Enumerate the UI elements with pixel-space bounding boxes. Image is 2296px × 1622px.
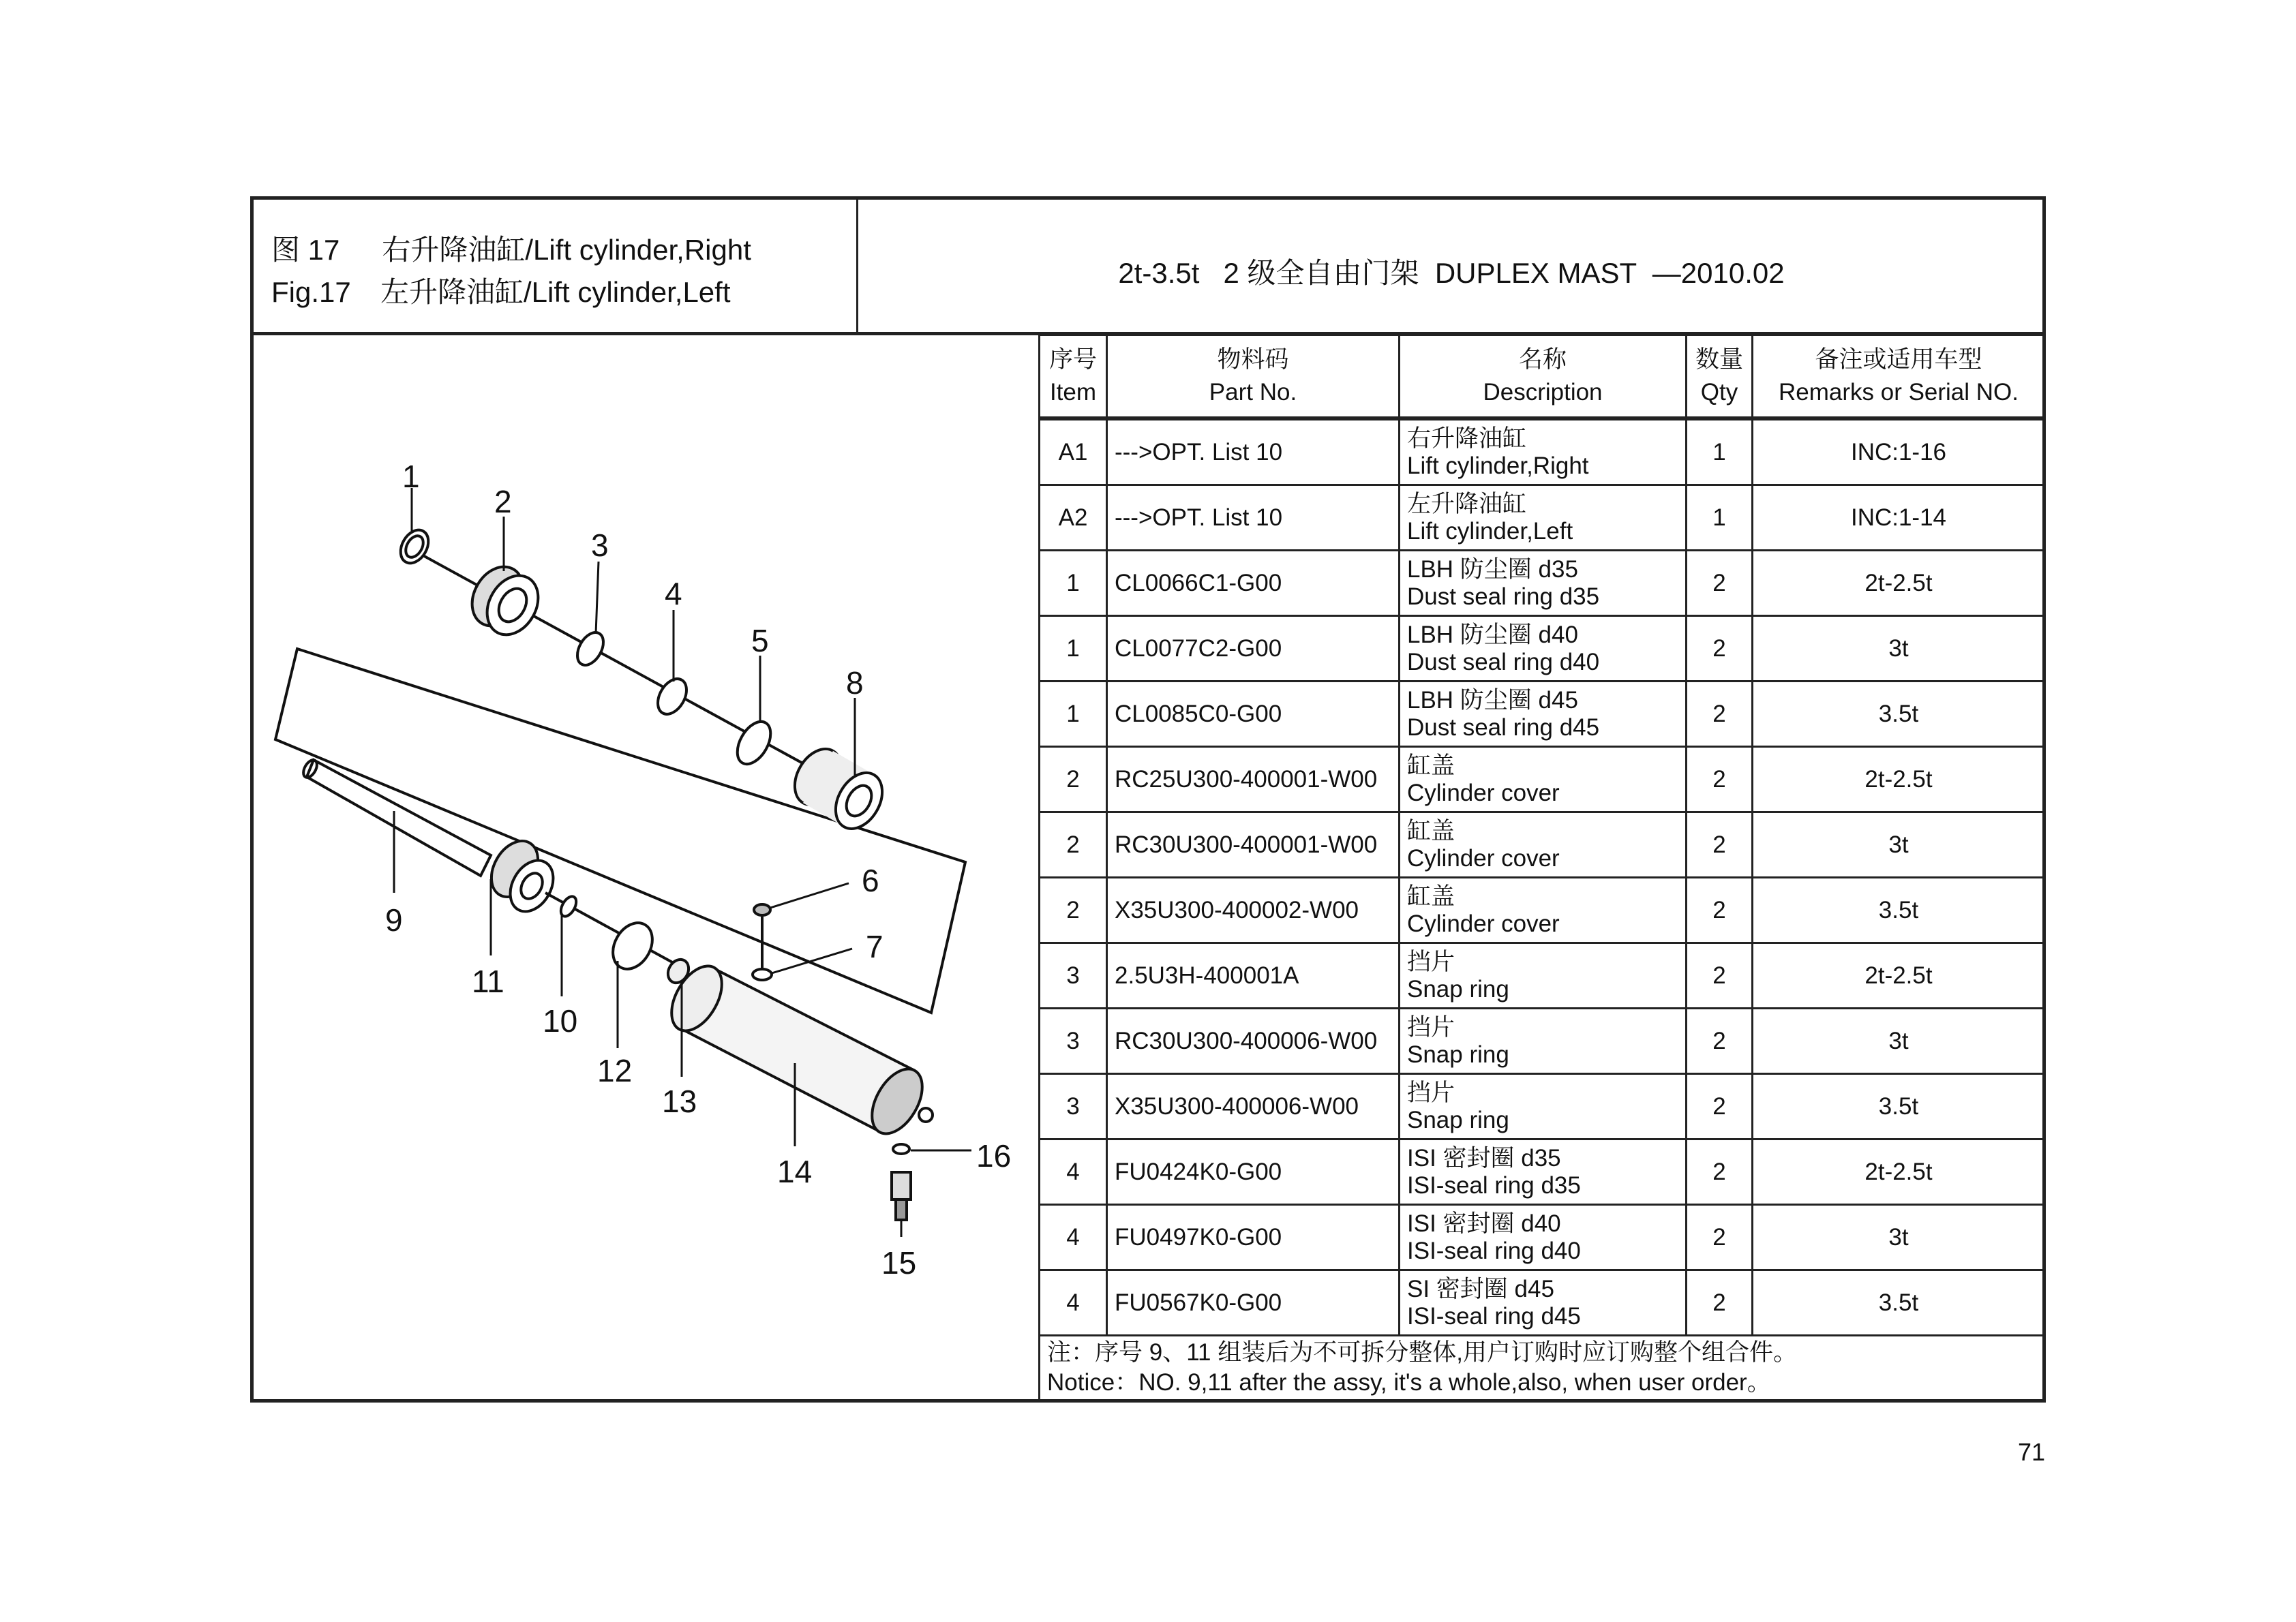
description-en: Lift cylinder,Right <box>1407 452 1589 479</box>
table-header-row <box>1040 335 2045 419</box>
callout-12: 12 <box>597 1053 633 1088</box>
o-ring-5 <box>731 716 778 770</box>
dust-seal-ring-1 <box>395 525 434 568</box>
item-cell: 1 <box>1040 682 1107 747</box>
callout-15: 15 <box>881 1245 917 1281</box>
item-cell: 1 <box>1040 616 1107 682</box>
table-row <box>1040 616 2045 682</box>
table-row <box>1040 878 2045 943</box>
qty-cell: 2 <box>1687 1270 1753 1336</box>
remarks-cell: 2t-2.5t <box>1753 747 2045 812</box>
description-cn: 右升降油缸 <box>1407 425 1527 452</box>
remarks-cell: INC:1-16 <box>1753 418 2045 485</box>
description-cell <box>1400 485 1687 551</box>
description-cell <box>1400 616 1687 682</box>
table-row <box>1040 812 2045 878</box>
figure-number-cn: 图 17 <box>271 234 340 266</box>
description-cn: LBH 防尘圈 d40 <box>1407 621 1578 648</box>
qty-cell: 2 <box>1687 551 1753 616</box>
description-en: Dust seal ring d35 <box>1407 583 1600 610</box>
table-row <box>1040 1074 2045 1139</box>
callout-7: 7 <box>866 929 883 964</box>
description-cell <box>1400 1074 1687 1139</box>
table-row <box>1040 747 2045 812</box>
snap-ring-3 <box>572 628 609 669</box>
description-cell <box>1400 1139 1687 1205</box>
col-item: 序号 Item <box>1040 335 1107 419</box>
description-en: Lift cylinder,Left <box>1407 517 1573 545</box>
description-cn: 缸盖 <box>1407 883 1455 910</box>
description-en: ISI-seal ring d35 <box>1407 1172 1581 1199</box>
description-cell <box>1400 682 1687 747</box>
notice-en: Notice：NO. 9,11 after the assy, it's a whole,also, when user order。 <box>1047 1369 1771 1396</box>
col-qty: 数量 Qty <box>1687 335 1753 419</box>
description-en: ISI-seal ring d40 <box>1407 1237 1581 1264</box>
qty-cell: 2 <box>1687 682 1753 747</box>
qty-cell: 1 <box>1687 418 1753 485</box>
description-cell <box>1400 418 1687 485</box>
page-number: 71 <box>2018 1438 2046 1466</box>
table-row <box>1040 551 2045 616</box>
qty-cell: 2 <box>1687 1205 1753 1270</box>
qty-cell: 2 <box>1687 812 1753 878</box>
item-cell: 3 <box>1040 943 1107 1009</box>
description-cell <box>1400 1270 1687 1336</box>
table-row <box>1040 418 2045 485</box>
table-row <box>1040 1205 2045 1270</box>
qty-cell: 2 <box>1687 1139 1753 1205</box>
description-cn: SI 密封圈 d45 <box>1407 1275 1554 1302</box>
table-row <box>1040 1270 2045 1336</box>
item-cell: 1 <box>1040 551 1107 616</box>
callout-13: 13 <box>662 1084 697 1119</box>
part-no-cell: CL0085C0-G00 <box>1107 682 1400 747</box>
callout-16: 16 <box>976 1138 1012 1174</box>
part-no-cell: 2.5U3H-400001A <box>1107 943 1400 1009</box>
col-remarks: 备注或适用车型 Remarks or Serial NO. <box>1753 335 2045 419</box>
col-description: 名称 Description <box>1400 335 1687 419</box>
description-cell <box>1400 1009 1687 1074</box>
part-no-cell: FU0497K0-G00 <box>1107 1205 1400 1270</box>
description-en: Dust seal ring d45 <box>1407 714 1600 741</box>
qty-cell: 2 <box>1687 616 1753 682</box>
description-cell <box>1400 747 1687 812</box>
callout-14: 14 <box>777 1154 813 1189</box>
description-en: Cylinder cover <box>1407 844 1560 872</box>
item-cell: A1 <box>1040 418 1107 485</box>
part-no-cell: CL0066C1-G00 <box>1107 551 1400 616</box>
table-row <box>1040 943 2045 1009</box>
cylinder-tube-14 <box>661 958 933 1142</box>
item-cell: 4 <box>1040 1270 1107 1336</box>
description-cell <box>1400 1205 1687 1270</box>
description-cn: 缸盖 <box>1407 752 1455 779</box>
item-cell: 3 <box>1040 1074 1107 1139</box>
item-cell: 2 <box>1040 812 1107 878</box>
part-no-cell: CL0077C2-G00 <box>1107 616 1400 682</box>
description-en: Cylinder cover <box>1407 910 1560 937</box>
title-left: 左升降油缸/Lift cylinder,Left <box>380 276 731 308</box>
callout-6: 6 <box>862 863 879 898</box>
qty-cell: 2 <box>1687 1074 1753 1139</box>
part-no-cell: X35U300-400002-W00 <box>1107 878 1400 943</box>
item-cell: 2 <box>1040 878 1107 943</box>
remarks-cell: 3.5t <box>1753 682 2045 747</box>
callout-4: 4 <box>665 576 682 611</box>
callout-5: 5 <box>751 623 769 658</box>
item-cell: A2 <box>1040 485 1107 551</box>
callout-9: 9 <box>385 902 403 938</box>
remarks-cell: 3.5t <box>1753 878 2045 943</box>
item-cell: 4 <box>1040 1205 1107 1270</box>
remarks-cell: 3t <box>1753 812 2045 878</box>
description-cn: 挡片 <box>1407 948 1455 975</box>
description-en: Snap ring <box>1407 1041 1509 1068</box>
remarks-cell: INC:1-14 <box>1753 485 2045 551</box>
callout-2: 2 <box>494 484 512 519</box>
col-part-no: 物料码 Part No. <box>1107 335 1400 419</box>
model-title: 2t-3.5t 2 级全自由门架 DUPLEX MAST —2010.02 <box>1118 257 1785 289</box>
guide-sleeve-8 <box>785 741 892 837</box>
part-no-cell: FU0424K0-G00 <box>1107 1139 1400 1205</box>
bolt-15 <box>892 1172 911 1220</box>
part-no-cell: FU0567K0-G00 <box>1107 1270 1400 1336</box>
remarks-cell: 2t-2.5t <box>1753 1139 2045 1205</box>
remarks-cell: 3t <box>1753 1205 2045 1270</box>
remarks-cell: 3t <box>1753 1009 2045 1074</box>
description-cn: LBH 防尘圈 d35 <box>1407 555 1578 583</box>
piston-11 <box>482 833 562 919</box>
table-row <box>1040 485 2045 551</box>
ring-16 <box>893 1144 909 1154</box>
description-cell <box>1400 812 1687 878</box>
description-cn: 左升降油缸 <box>1407 490 1527 517</box>
table-row <box>1040 1009 2045 1074</box>
callout-10: 10 <box>543 1003 578 1039</box>
description-en: ISI-seal ring d45 <box>1407 1302 1581 1330</box>
part-no-cell: RC30U300-400006-W00 <box>1107 1009 1400 1074</box>
description-cell <box>1400 943 1687 1009</box>
item-cell: 2 <box>1040 747 1107 812</box>
part-no-cell: RC25U300-400001-W00 <box>1107 747 1400 812</box>
notice-cn: 注：序号 9、11 组装后为不可拆分整体,用户订购时应订购整个组合件。 <box>1047 1339 1797 1366</box>
remarks-cell: 3.5t <box>1753 1270 2045 1336</box>
remarks-cell: 3.5t <box>1753 1074 2045 1139</box>
description-en: Snap ring <box>1407 1106 1509 1133</box>
remarks-cell: 2t-2.5t <box>1753 551 2045 616</box>
figure-number-en: Fig.17 <box>271 276 351 308</box>
qty-cell: 2 <box>1687 943 1753 1009</box>
table-row <box>1040 682 2045 747</box>
description-cn: ISI 密封圈 d35 <box>1407 1144 1561 1172</box>
description-en: Snap ring <box>1407 975 1509 1003</box>
description-cn: 挡片 <box>1407 1013 1455 1041</box>
cylinder-cover-2 <box>462 557 549 644</box>
description-en: Cylinder cover <box>1407 779 1560 806</box>
seal-ring-4 <box>652 674 692 719</box>
remarks-cell: 3t <box>1753 616 2045 682</box>
description-cell <box>1400 551 1687 616</box>
notice-row <box>1040 1336 2045 1400</box>
callout-8: 8 <box>846 665 864 701</box>
description-cn: 挡片 <box>1407 1079 1455 1106</box>
qty-cell: 2 <box>1687 747 1753 812</box>
callout-1: 1 <box>402 459 420 494</box>
part-no-cell: RC30U300-400001-W00 <box>1107 812 1400 878</box>
remarks-cell: 2t-2.5t <box>1753 943 2045 1009</box>
ring-12 <box>605 916 660 976</box>
item-cell: 3 <box>1040 1009 1107 1074</box>
description-en: Dust seal ring d40 <box>1407 648 1600 675</box>
callout-11: 11 <box>472 964 504 999</box>
qty-cell: 2 <box>1687 1009 1753 1074</box>
qty-cell: 1 <box>1687 485 1753 551</box>
parts-table <box>1038 334 2046 1399</box>
callout-3: 3 <box>591 527 609 563</box>
title-right: 右升降油缸/Lift cylinder,Right <box>382 234 751 266</box>
part-no-cell: X35U300-400006-W00 <box>1107 1074 1400 1139</box>
description-cn: ISI 密封圈 d40 <box>1407 1210 1561 1237</box>
part-no-cell: --->OPT. List 10 <box>1107 418 1400 485</box>
ring-7 <box>753 969 772 980</box>
table-row <box>1040 1139 2045 1205</box>
part-no-cell: --->OPT. List 10 <box>1107 485 1400 551</box>
description-cell <box>1400 878 1687 943</box>
notice <box>1040 1336 2045 1400</box>
item-cell: 4 <box>1040 1139 1107 1205</box>
qty-cell: 2 <box>1687 878 1753 943</box>
description-cn: LBH 防尘圈 d45 <box>1407 686 1578 714</box>
description-cn: 缸盖 <box>1407 817 1455 844</box>
